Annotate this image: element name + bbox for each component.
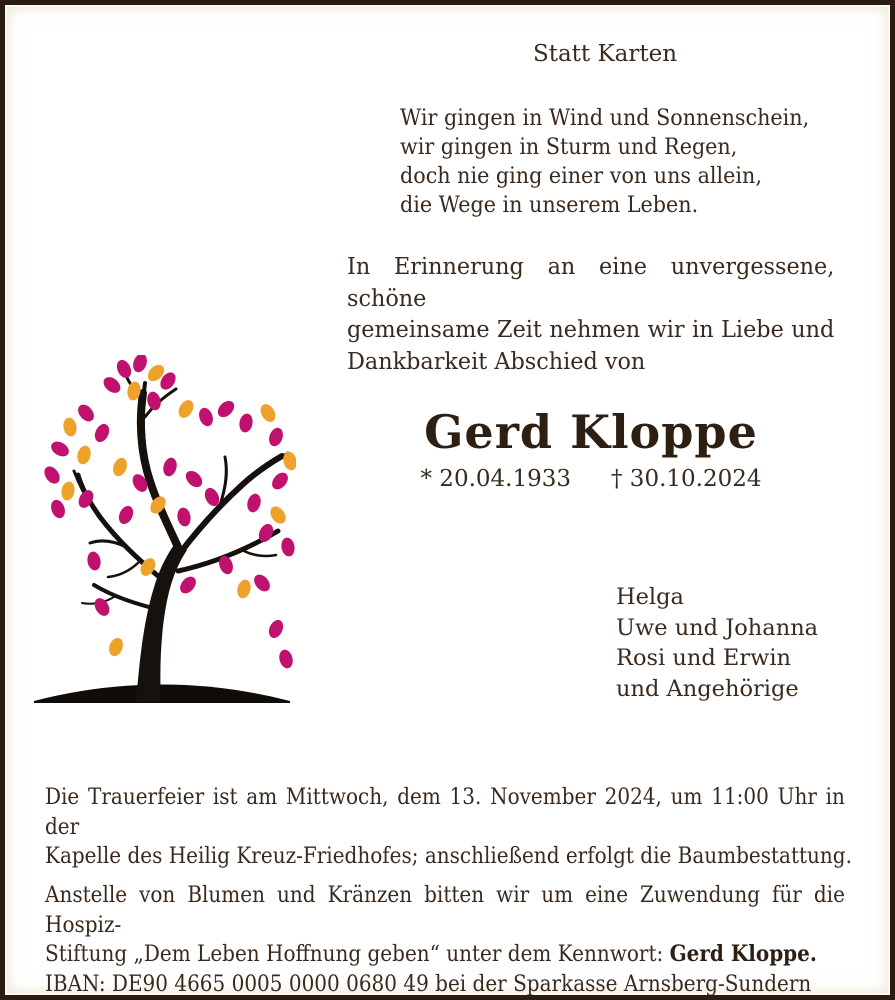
- tree-leaves: [41, 355, 296, 670]
- mourner: Uwe und Johanna: [616, 614, 819, 641]
- deceased-name: Gerd Kloppe: [424, 405, 758, 459]
- mourner: und Angehörige: [616, 675, 799, 702]
- poem-line: doch nie ging einer von uns allein,: [400, 164, 762, 189]
- intro-line: Dankbarkeit Abschied von: [347, 346, 646, 375]
- poem-line: Wir gingen in Wind und Sonnenschein,: [400, 106, 810, 131]
- donation-kennwort: Gerd Kloppe.: [669, 941, 817, 967]
- memorial-tree-illustration: [28, 355, 296, 707]
- mourner: Helga: [616, 584, 684, 610]
- mourner: Rosi und Erwin: [616, 645, 792, 671]
- donation-line: Stiftung „Dem Leben Hoffnung geben“ unter dem Kennwort: Gerd Kloppe.: [45, 941, 817, 967]
- poem: [400, 104, 809, 220]
- funeral-line: Kapelle des Heilig Kreuz-Friedhofes; anschließend erfolgt die Baumbestattung.: [45, 844, 852, 869]
- statt-karten-label: Statt Karten: [532, 41, 678, 67]
- tree-ground: [34, 685, 290, 704]
- deceased-block: [345, 407, 837, 492]
- donation-paragraph: [45, 881, 845, 999]
- donation-line: Anstelle von Blumen und Kränzen bitten wir um eine Zuwendung für die Hospiz-: [45, 883, 845, 938]
- iban-line: IBAN: DE90 4665 0005 0000 0680 49 bei der Sparkasse Arnsberg-Sundern: [45, 971, 812, 997]
- funeral-line: Die Trauerfeier ist am Mittwoch, dem 13. November 2024, um 11:00 Uhr in der: [45, 785, 845, 840]
- intro-paragraph: [347, 251, 834, 377]
- birth-date: * 20.04.1933: [420, 466, 571, 492]
- poem-line: die Wege in unserem Leben.: [400, 193, 699, 218]
- intro-line: In Erinnerung an eine unvergessene, schöne: [347, 252, 835, 312]
- death-date: † 30.10.2024: [611, 466, 762, 492]
- mourners-list: [616, 582, 818, 704]
- poem-line: wir gingen in Sturm und Regen,: [400, 135, 738, 160]
- intro-line: gemeinsame Zeit nehmen wir in Liebe und: [347, 315, 835, 343]
- funeral-details-paragraph: [45, 783, 852, 872]
- life-dates: [345, 466, 837, 492]
